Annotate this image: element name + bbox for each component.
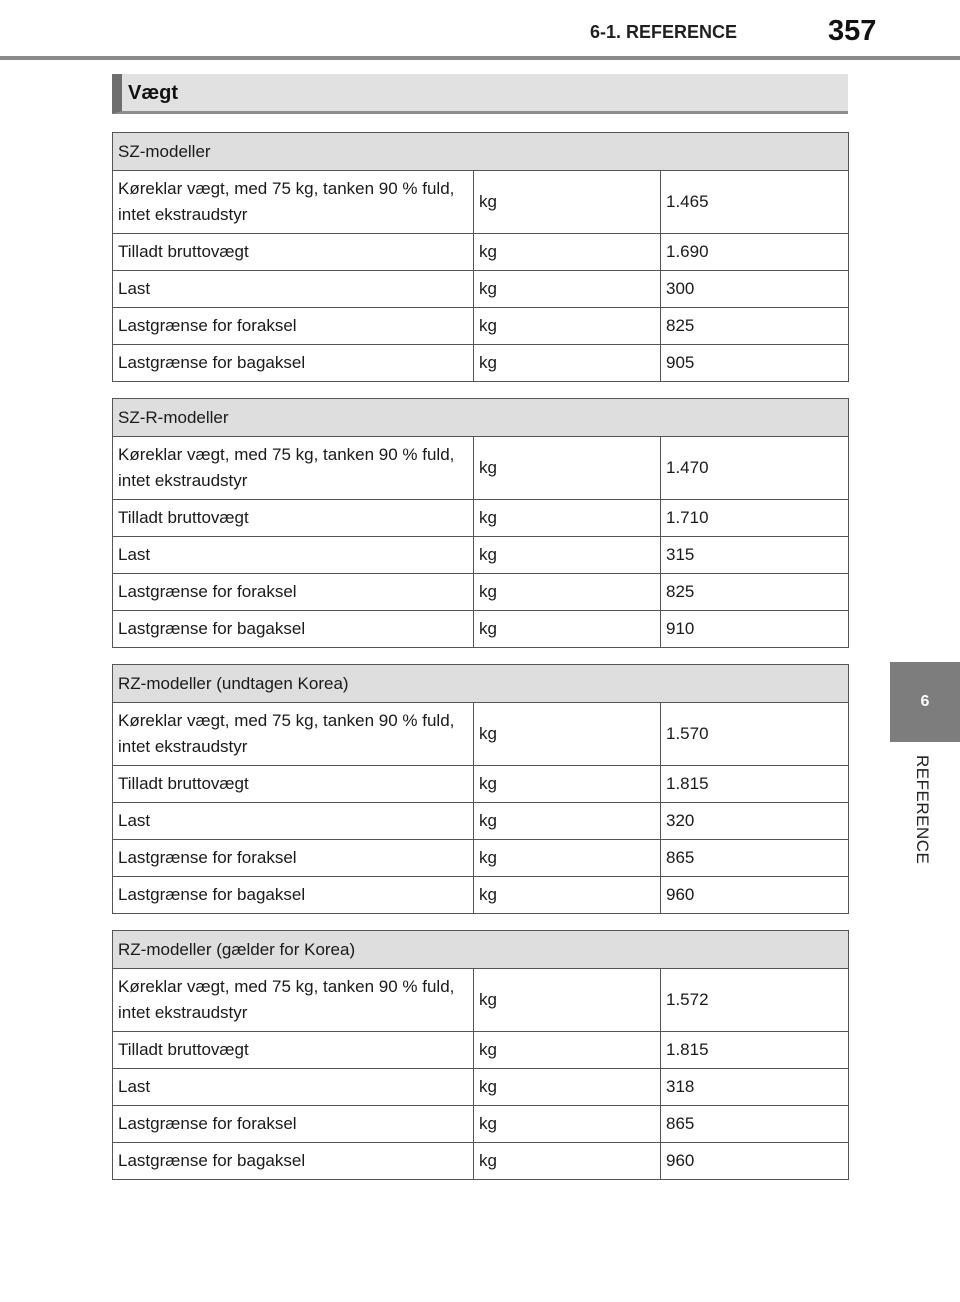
table-row (113, 308, 849, 345)
section-title: Vægt (128, 82, 178, 104)
row-unit: kg (474, 803, 661, 840)
row-unit: kg (474, 703, 661, 766)
table-title: RZ-modeller (undtagen Korea) (113, 665, 849, 703)
row-value: 865 (661, 840, 849, 877)
row-label: Lastgrænse for bagaksel (113, 345, 474, 382)
row-unit: kg (474, 1106, 661, 1143)
row-label: Køreklar vægt, med 75 kg, tanken 90 % fuld, intet ekstraudstyr (113, 437, 474, 500)
row-unit: kg (474, 969, 661, 1032)
row-unit: kg (474, 611, 661, 648)
row-unit: kg (474, 537, 661, 574)
weight-table-sz-r (112, 398, 849, 648)
table-row (113, 437, 849, 500)
table-title: SZ-R-modeller (113, 399, 849, 437)
row-label: Last (113, 1069, 474, 1106)
table-row (113, 840, 849, 877)
row-label: Lastgrænse for bagaksel (113, 611, 474, 648)
row-value: 1.690 (661, 234, 849, 271)
table-row (113, 1069, 849, 1106)
table-row (113, 766, 849, 803)
row-value: 1.815 (661, 1032, 849, 1069)
row-unit: kg (474, 500, 661, 537)
row-label: Tilladt bruttovægt (113, 234, 474, 271)
table-row (113, 234, 849, 271)
table-row (113, 537, 849, 574)
row-label: Køreklar vægt, med 75 kg, tanken 90 % fuld, intet ekstraudstyr (113, 703, 474, 766)
table-row (113, 703, 849, 766)
row-value: 1.815 (661, 766, 849, 803)
header-divider (0, 56, 960, 60)
chapter-label: REFERENCE (913, 755, 932, 865)
row-label: Tilladt bruttovægt (113, 500, 474, 537)
table-row (113, 877, 849, 914)
row-unit: kg (474, 766, 661, 803)
row-unit: kg (474, 271, 661, 308)
row-label: Køreklar vægt, med 75 kg, tanken 90 % fuld, intet ekstraudstyr (113, 171, 474, 234)
row-unit: kg (474, 877, 661, 914)
row-value: 910 (661, 611, 849, 648)
row-value: 960 (661, 877, 849, 914)
row-label: Last (113, 803, 474, 840)
table-title: RZ-modeller (gælder for Korea) (113, 931, 849, 969)
table-row (113, 345, 849, 382)
table-row (113, 803, 849, 840)
row-unit: kg (474, 234, 661, 271)
weight-table-sz (112, 132, 849, 382)
row-unit: kg (474, 840, 661, 877)
table-row (113, 611, 849, 648)
row-value: 825 (661, 574, 849, 611)
row-unit: kg (474, 574, 661, 611)
row-value: 318 (661, 1069, 849, 1106)
table-row (113, 1032, 849, 1069)
row-unit: kg (474, 1032, 661, 1069)
row-unit: kg (474, 1069, 661, 1106)
row-value: 1.465 (661, 171, 849, 234)
table-row (113, 1143, 849, 1180)
table-row (113, 1106, 849, 1143)
row-unit: kg (474, 437, 661, 500)
table-title: SZ-modeller (113, 133, 849, 171)
row-value: 1.572 (661, 969, 849, 1032)
table-row (113, 271, 849, 308)
table-row (113, 574, 849, 611)
weight-table-rz-excl-korea (112, 664, 849, 914)
page-number: 357 (828, 15, 877, 47)
row-value: 315 (661, 537, 849, 574)
row-label: Lastgrænse for bagaksel (113, 877, 474, 914)
table-row (113, 171, 849, 234)
row-label: Køreklar vægt, med 75 kg, tanken 90 % fuld, intet ekstraudstyr (113, 969, 474, 1032)
weight-table-rz-korea (112, 930, 849, 1180)
row-unit: kg (474, 345, 661, 382)
row-value: 960 (661, 1143, 849, 1180)
row-value: 1.570 (661, 703, 849, 766)
row-label: Lastgrænse for foraksel (113, 840, 474, 877)
table-row (113, 500, 849, 537)
row-value: 865 (661, 1106, 849, 1143)
row-label: Last (113, 537, 474, 574)
row-value: 320 (661, 803, 849, 840)
row-label: Lastgrænse for foraksel (113, 574, 474, 611)
row-value: 1.470 (661, 437, 849, 500)
section-heading: 6-1. REFERENCE (590, 22, 738, 42)
row-unit: kg (474, 308, 661, 345)
row-value: 905 (661, 345, 849, 382)
row-value: 300 (661, 271, 849, 308)
row-value: 825 (661, 308, 849, 345)
row-label: Lastgrænse for bagaksel (113, 1143, 474, 1180)
chapter-number: 6 (920, 693, 930, 710)
row-label: Last (113, 271, 474, 308)
row-label: Tilladt bruttovægt (113, 766, 474, 803)
row-unit: kg (474, 1143, 661, 1180)
section-title-bar (112, 74, 848, 114)
row-unit: kg (474, 171, 661, 234)
page-header (0, 0, 960, 60)
row-value: 1.710 (661, 500, 849, 537)
row-label: Lastgrænse for foraksel (113, 1106, 474, 1143)
row-label: Lastgrænse for foraksel (113, 308, 474, 345)
table-row (113, 969, 849, 1032)
row-label: Tilladt bruttovægt (113, 1032, 474, 1069)
chapter-tab (890, 662, 960, 742)
